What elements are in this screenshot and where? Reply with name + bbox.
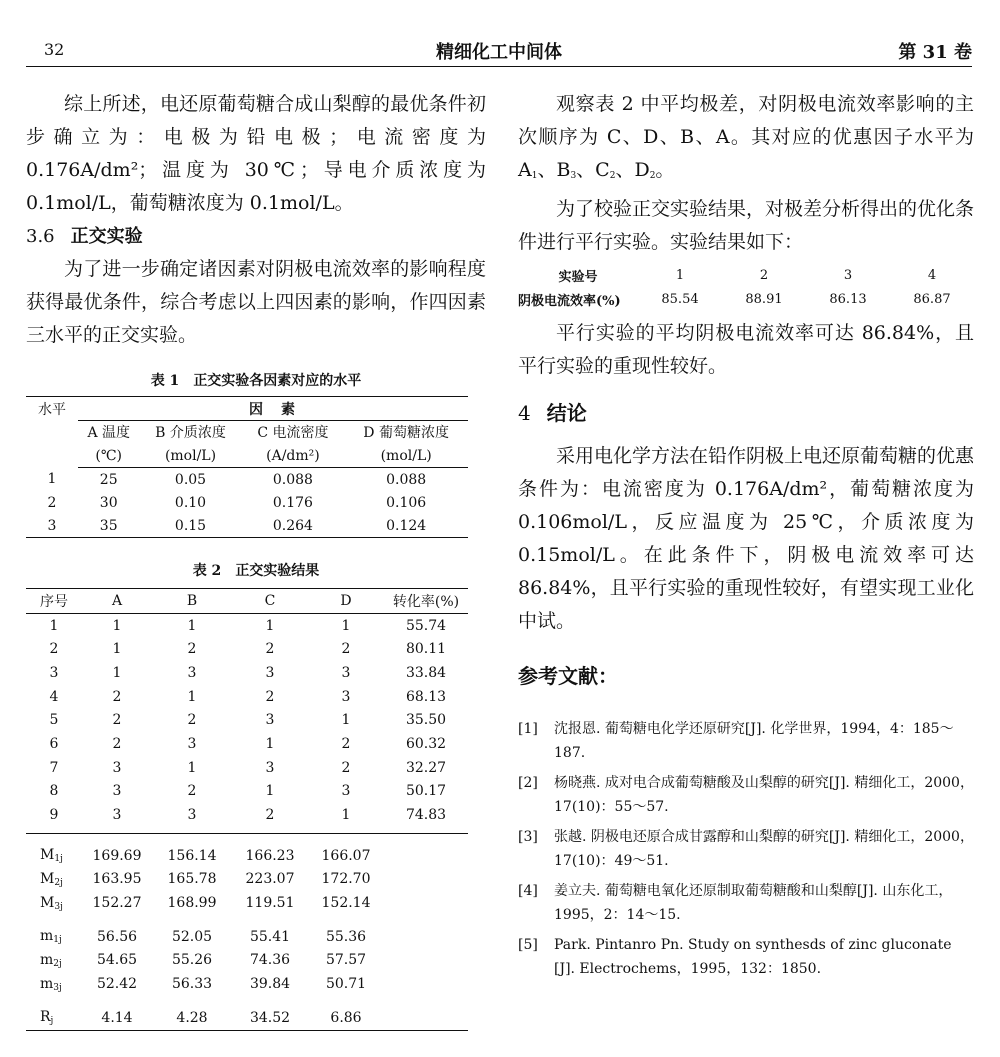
col-unit-a: (℃) [78, 444, 139, 468]
table-cell: 168.99 [167, 895, 217, 912]
orthogonal-results-table [26, 588, 468, 1031]
seq-cell: 3 [49, 664, 59, 681]
stat-row [26, 891, 468, 915]
table-row [26, 685, 468, 709]
table-cell: 2 [265, 807, 275, 824]
table-cell: 35 [78, 514, 139, 538]
table-cell: 2 [265, 641, 275, 658]
empty-cell [384, 844, 468, 868]
table-cell: 1 [675, 267, 685, 283]
table-cell: 172.70 [321, 871, 371, 888]
table-cell: 3 [341, 688, 351, 705]
table-cell: 86.13 [829, 291, 867, 307]
table-cell: 3 [341, 664, 351, 681]
section-number: 3.6 [26, 226, 55, 247]
table-cell: 163.95 [92, 871, 142, 888]
table-cell: 3 [265, 664, 275, 681]
stat-label: $M_{1j}$ [40, 847, 63, 865]
table-cell: 57.57 [325, 952, 367, 969]
page-number: 32 [44, 40, 65, 59]
table2-caption [26, 560, 486, 580]
table-cell: 3 [341, 783, 351, 800]
table-cell: 80.11 [405, 641, 447, 658]
parallel-experiment-table [518, 263, 974, 311]
table-cell: 55.74 [405, 617, 447, 634]
table-cell: 33.84 [405, 664, 447, 681]
seq-cell: 5 [49, 712, 59, 729]
table-cell: 25 [99, 471, 118, 488]
seq-cell: 9 [49, 807, 59, 824]
table-cell: 74.83 [405, 807, 447, 824]
table-cell: 0.05 [174, 471, 207, 488]
ref-text: 张越. 阴极电还原合成甘露醇和山梨醇的研究[J]. 精细化工，2000，17(10)：49～51. [554, 829, 974, 869]
section-title: 结论 [546, 401, 587, 425]
table-cell: 6.86 [308, 1006, 384, 1030]
ref-text: 姜立夫. 葡萄糖电氧化还原制取葡萄糖酸和山梨醇[J]. 山东化工，1995，2：14～15. [554, 883, 953, 923]
stat-label: $M_{3j}$ [40, 894, 63, 912]
table-cell: 2 [759, 267, 769, 283]
left-column [26, 88, 486, 1031]
table-row [26, 756, 468, 780]
table-cell: 54.65 [96, 952, 138, 969]
col-header-a: A 温度 [87, 424, 130, 441]
table-row [26, 637, 468, 661]
table-cell: 88.91 [745, 291, 783, 307]
table-cell: 56.56 [96, 928, 138, 945]
table1-label: 表 1 [150, 373, 180, 389]
table2-title: 正交实验结果 [235, 563, 320, 579]
parallel-result-paragraph: 平行实验的平均阴极电流效率可达 86.84%，且平行实验的重现性较好。 [518, 322, 974, 377]
table1-caption [26, 370, 486, 390]
stat-row [26, 949, 468, 973]
stat-label: $M_{2j}$ [40, 870, 63, 888]
table-cell: 1 [341, 712, 351, 729]
table-row [518, 287, 974, 311]
table-cell: 2 [187, 712, 197, 729]
table-gap [26, 833, 468, 844]
table-cell: 223.07 [245, 871, 295, 888]
table-cell: 3 [112, 807, 122, 824]
table-cell: 1 [187, 759, 197, 776]
table-cell: 60.32 [405, 735, 447, 752]
table-cell: 1 [341, 617, 351, 634]
table-cell: 0.088 [386, 471, 427, 488]
factor-group-header: 因 素 [78, 397, 468, 421]
level-cell: 2 [47, 494, 57, 511]
col-header-d: D [308, 589, 384, 614]
empty-cell [384, 868, 468, 892]
stat-label: $m_{3j}$ [40, 975, 62, 993]
table-cell: 52.05 [171, 928, 213, 945]
table-cell: 156.14 [167, 847, 217, 864]
factor-level-table [26, 396, 468, 538]
stat-row [26, 925, 468, 949]
table-cell: 1 [112, 664, 122, 681]
table-cell: 119.51 [245, 895, 295, 912]
table-cell: 2 [341, 759, 351, 776]
table-row [26, 613, 468, 637]
table-cell: 1 [265, 783, 275, 800]
table-cell: 30 [99, 494, 118, 511]
table-cell: 0.15 [139, 514, 241, 538]
table-cell: 2 [112, 688, 122, 705]
seq-cell: 6 [49, 735, 59, 752]
seq-cell: 1 [49, 617, 59, 634]
table-cell: 34.52 [232, 1006, 308, 1030]
table-cell: 2 [112, 712, 122, 729]
validation-paragraph: 为了校验正交实验结果，对极差分析得出的优化条件进行平行实验。实验结果如下： [518, 198, 975, 253]
stat-label: $m_{2j}$ [40, 951, 62, 969]
table-gap [26, 915, 468, 925]
table-cell: 1 [187, 688, 197, 705]
table-cell: 35.50 [405, 712, 447, 729]
table-cell: 3 [265, 759, 275, 776]
ref-index: [3] [518, 829, 538, 845]
references-list [518, 717, 974, 981]
table-cell: 165.78 [167, 871, 217, 888]
header-rule [26, 66, 972, 67]
list-item [518, 771, 974, 819]
table-cell: 52.42 [96, 976, 138, 993]
table-cell: 0.124 [344, 514, 468, 538]
table-cell: 3 [112, 783, 122, 800]
section-4-heading [518, 397, 974, 430]
table-cell: 152.14 [321, 895, 371, 912]
stat-label: $R_j$ [26, 1006, 82, 1030]
col-header-d: D 葡萄糖浓度 [363, 424, 449, 441]
table-cell: 55.41 [249, 928, 291, 945]
level-cell: 3 [26, 514, 78, 538]
table-cell: 1 [187, 617, 197, 634]
page-header [26, 38, 972, 64]
seq-cell: 8 [49, 783, 59, 800]
table-cell: 1 [341, 807, 351, 824]
volume-label: 第 31 卷 [898, 42, 972, 63]
ref-index: [2] [518, 775, 538, 791]
table-cell: 86.87 [913, 291, 951, 307]
table1-title: 正交实验各因素对应的水平 [193, 373, 362, 389]
table-cell: 0.176 [272, 494, 313, 511]
table-cell: 32.27 [405, 759, 447, 776]
stat-row [26, 972, 468, 996]
table-cell: 2 [112, 735, 122, 752]
col-header-conversion: 转化率(%) [384, 589, 468, 614]
empty-cell [384, 925, 468, 949]
table-row [26, 468, 468, 492]
right-column [518, 88, 974, 987]
stat-row [26, 1006, 468, 1030]
table-row [26, 708, 468, 732]
table-cell: 166.07 [321, 847, 371, 864]
table-row [518, 263, 974, 287]
ref-text: Park. Pintanro Pn. Study on synthesds of zinc gluconate [J]. Electrochems，1995，132：1850. [554, 937, 952, 977]
table2-label: 表 2 [192, 563, 222, 579]
table-cell: 3 [843, 267, 853, 283]
stat-row [26, 868, 468, 892]
table-cell: 68.13 [405, 688, 447, 705]
table-row [26, 803, 468, 827]
section-title: 正交实验 [70, 226, 143, 247]
table-cell: 2 [341, 735, 351, 752]
ref-index: [1] [518, 721, 538, 737]
table-gap [26, 996, 468, 1006]
ref-index: [5] [518, 937, 538, 953]
section-number: 4 [518, 401, 531, 425]
table-cell: 1 [112, 617, 122, 634]
section-3-6-heading [26, 220, 486, 253]
table-cell: 166.23 [245, 847, 295, 864]
table-row [26, 780, 468, 804]
table-cell: 3 [265, 712, 275, 729]
empty-cell [384, 972, 468, 996]
table-cell: 2 [187, 641, 197, 658]
table-cell: 0.088 [272, 471, 313, 488]
col-unit-d: (mol/L) [344, 444, 468, 468]
table-cell: 74.36 [249, 952, 291, 969]
table-cell: 4.14 [82, 1006, 152, 1030]
col-header-c: C 电流密度 [257, 424, 329, 441]
ref-text: 沈报恩. 葡萄糖电化学还原研究[J]. 化学世界，1994，4：185～187. [554, 721, 954, 761]
list-item [518, 879, 974, 927]
table-cell: 3 [187, 664, 197, 681]
ref-index: [4] [518, 883, 538, 899]
list-item [518, 933, 974, 981]
table-cell: 50.17 [405, 783, 447, 800]
seq-cell: 7 [49, 759, 59, 776]
table-cell: 3 [187, 807, 197, 824]
col-header-b: B 介质浓度 [155, 424, 226, 441]
stat-row [26, 844, 468, 868]
table-cell: 39.84 [249, 976, 291, 993]
level-header: 水平 [26, 397, 78, 468]
references-heading: 参考文献： [518, 664, 618, 688]
empty-cell [384, 1006, 468, 1030]
table-row [26, 661, 468, 685]
summary-paragraph: 综上所述，电还原葡萄糖合成山梨醇的最优条件初步确立为：电极为铅电极；电流密度为 0.176A/dm²；温度为 30℃；导电介质浓度为 0.1mol/L，葡萄糖浓度为 0.1mol/L。 [26, 93, 486, 214]
table-cell: 2 [187, 783, 197, 800]
seq-cell: 2 [49, 641, 59, 658]
conclusion-paragraph: 采用电化学方法在铅作阴极上电还原葡萄糖的优惠条件为：电流密度为 0.176A/dm²，葡萄糖浓度为 0.106mol/L，反应温度为 25℃，介质浓度为 0.15mol/L。在此条件下，阴极电流效率可达 86.84%，且平行实验的重现性较好，有望实现工业化中试。 [518, 445, 975, 632]
table-cell: 3 [187, 735, 197, 752]
table-cell: 55.36 [325, 928, 367, 945]
col-unit-b: (mol/L) [139, 444, 241, 468]
list-item [518, 717, 974, 765]
table-cell: 1 [112, 641, 122, 658]
level-cell: 1 [47, 471, 57, 488]
col-unit-c: (A/dm²) [242, 444, 345, 468]
table-cell: 55.26 [171, 952, 213, 969]
ref-text: 杨晓燕. 成对电合成葡萄糖酸及山梨醇的研究[J]. 精细化工，2000，17(10)：55～57. [554, 775, 974, 815]
orthogonal-intro-paragraph: 为了进一步确定诸因素对阴极电流效率的影响程度获得最优条件，综合考虑以上四因素的影响，作四因素三水平的正交实验。 [26, 258, 486, 346]
table-cell: 56.33 [171, 976, 213, 993]
col-header-a: A [82, 589, 152, 614]
empty-cell [384, 891, 468, 915]
table-cell: 2 [265, 688, 275, 705]
table-row [26, 491, 468, 514]
table-cell: 0.10 [174, 494, 207, 511]
table-cell: 0.106 [386, 494, 427, 511]
table-cell: 4 [927, 267, 937, 283]
table-cell: 152.27 [92, 895, 142, 912]
empty-cell [384, 949, 468, 973]
table-cell: 2 [341, 641, 351, 658]
journal-title: 精细化工中间体 [436, 42, 562, 63]
table-row [26, 732, 468, 756]
table-cell: 3 [112, 759, 122, 776]
col-header-seq: 序号 [26, 589, 82, 614]
stat-label: $m_{1j}$ [40, 928, 62, 946]
table-row [26, 514, 468, 538]
efficiency-label: 阴极电流效率(%) [518, 293, 621, 309]
table-cell: 0.264 [242, 514, 345, 538]
table-cell: 4.28 [152, 1006, 232, 1030]
table-cell: 50.71 [325, 976, 367, 993]
table-cell: 1 [265, 735, 275, 752]
list-item [518, 825, 974, 873]
run-number-label: 实验号 [558, 269, 598, 285]
seq-cell: 4 [49, 688, 59, 705]
table-cell: 85.54 [661, 291, 699, 307]
col-header-b: B [152, 589, 232, 614]
table-cell: 1 [265, 617, 275, 634]
range-analysis-paragraph: 观察表 2 中平均极差，对阴极电流效率影响的主次顺序为 C、D、B、A。其对应的优惠因子水平为 $A_1$、$B_3$、$C_2$、$D_2$。 [518, 93, 974, 181]
col-header-c: C [232, 589, 308, 614]
table-cell: 169.69 [92, 847, 142, 864]
